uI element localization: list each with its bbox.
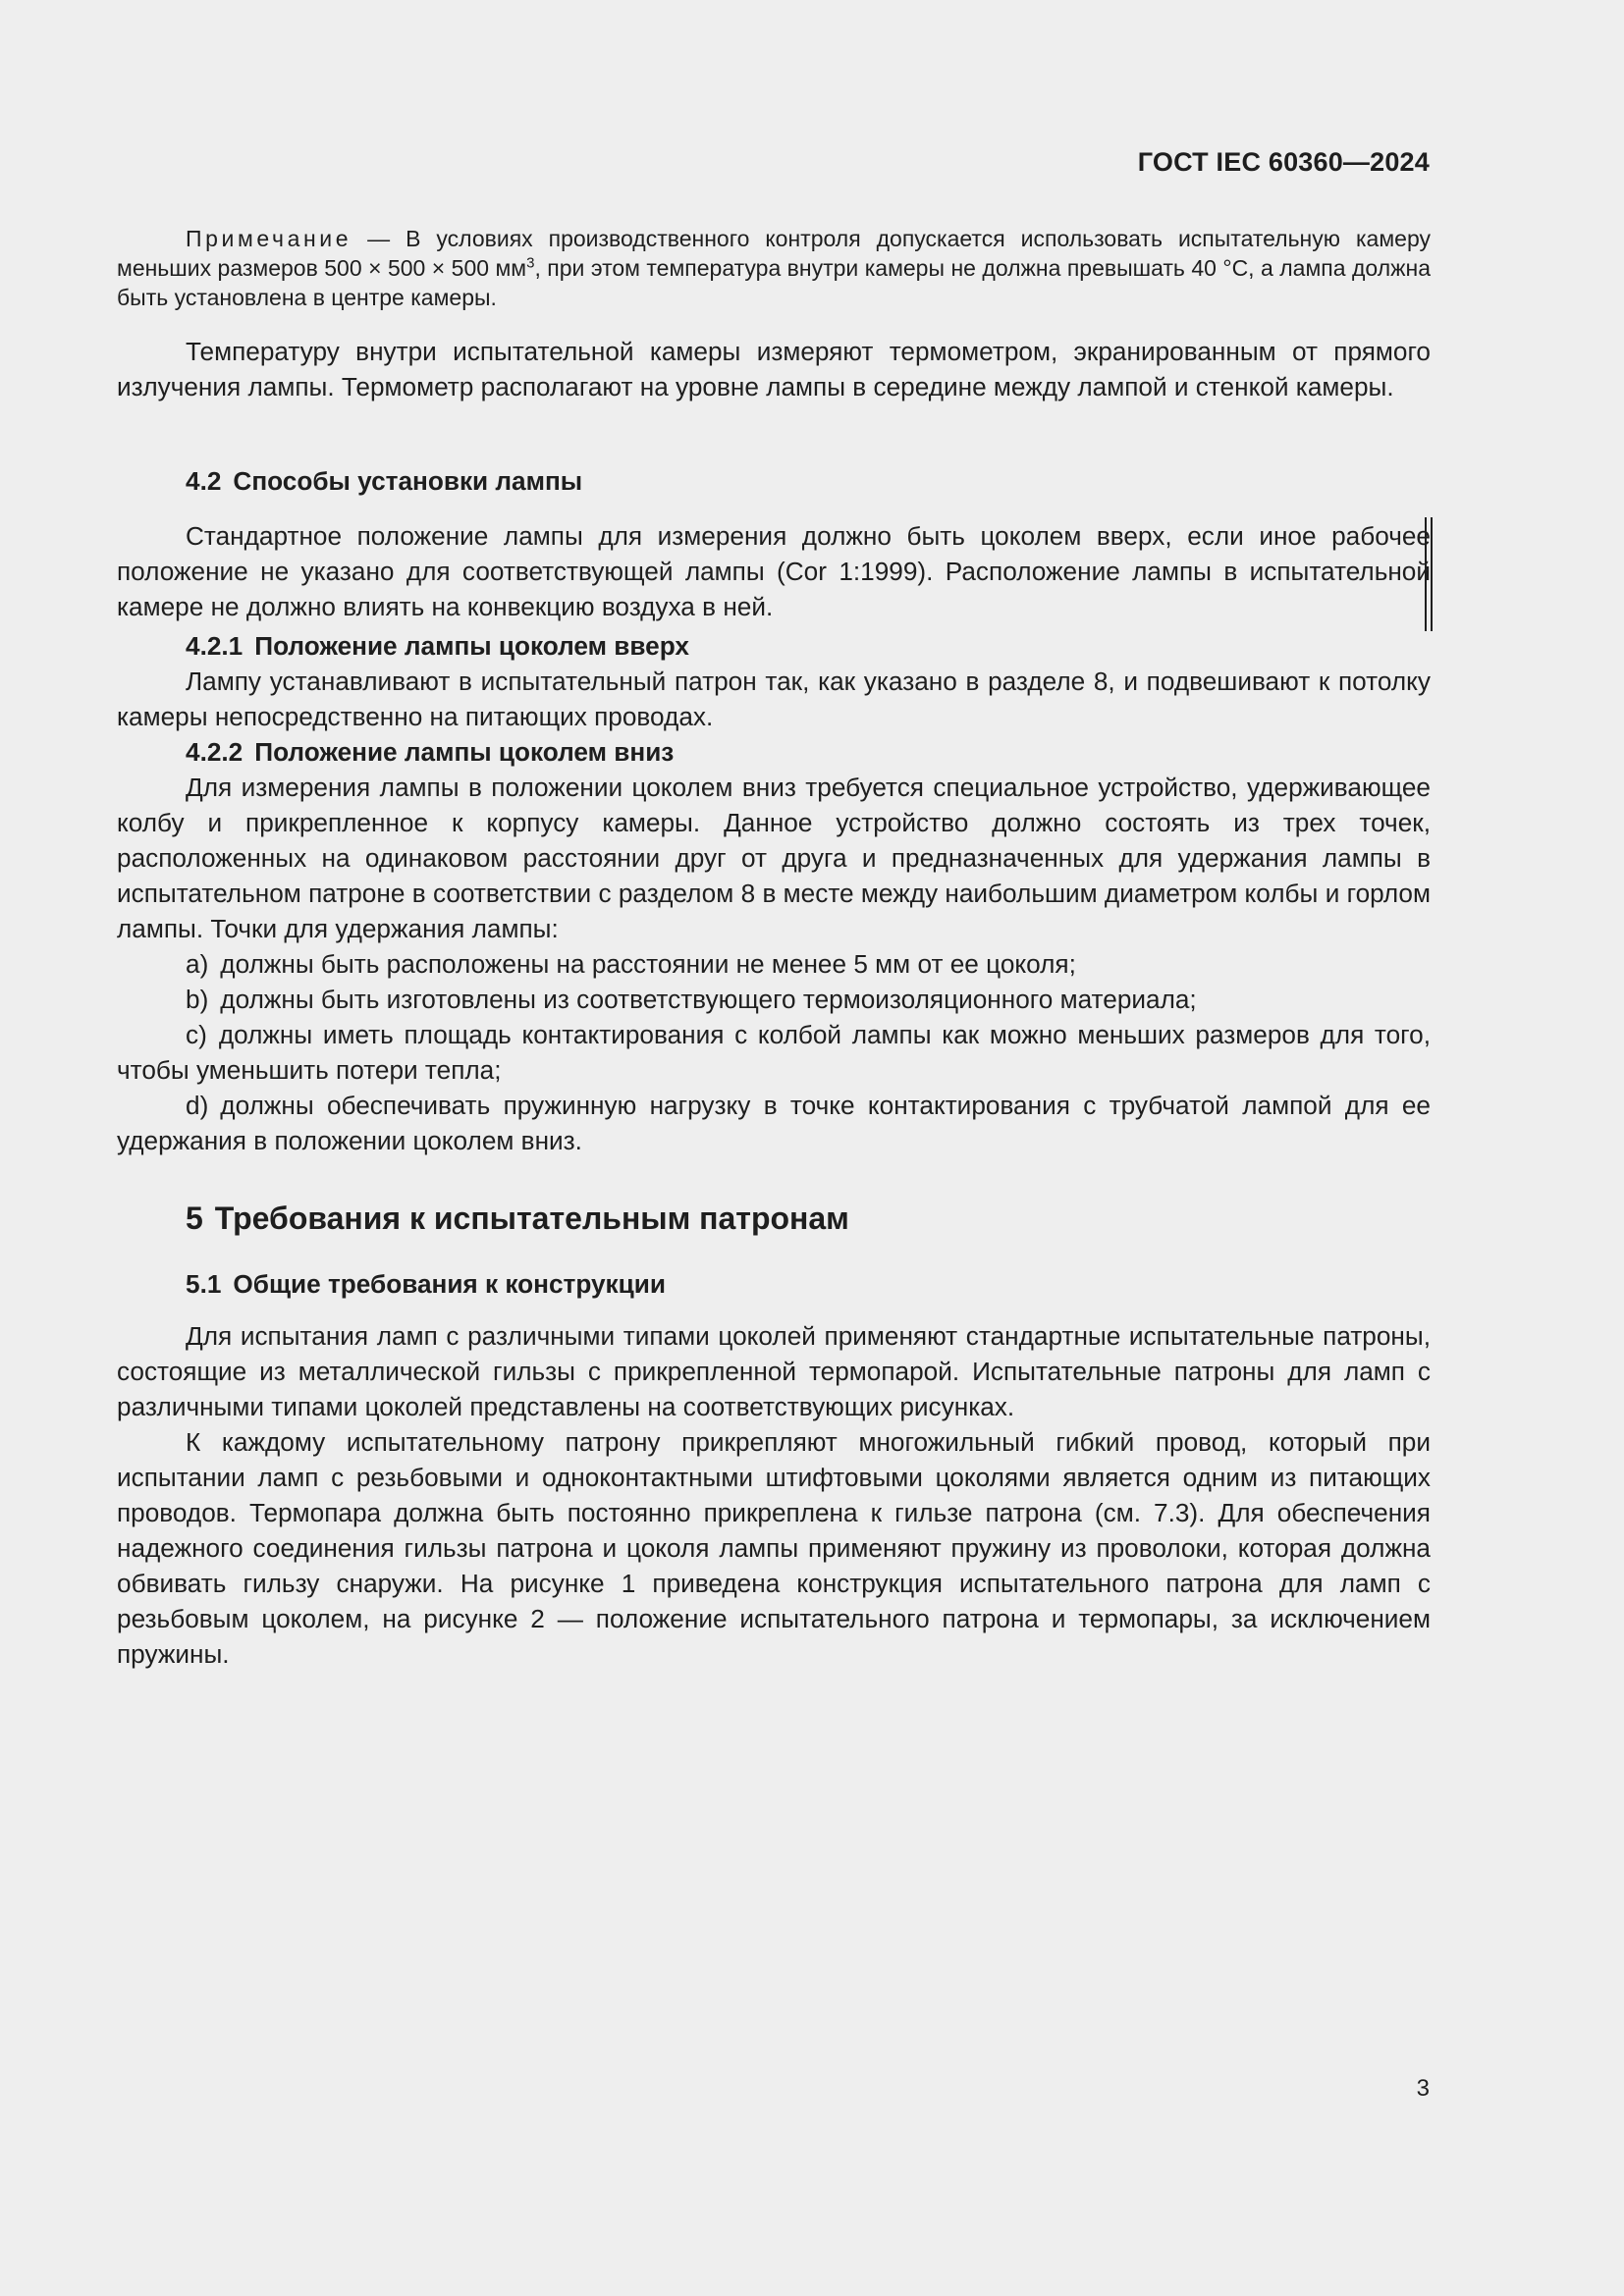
list-marker-a: a) — [186, 949, 209, 979]
section-4-2-1-number: 4.2.1 — [186, 631, 244, 661]
temperature-paragraph: Температуру внутри испытательной камеры измеряют термометром, экранированным от прямого излучения лампы. Термометр располагают на уровне лампы в середине между лампой и стенкой камеры. — [117, 337, 1431, 401]
section-4-2-1-title: Положение лампы цоколем вверх — [254, 631, 689, 661]
section-4-2-text: Стандартное положение лампы для измерения должно быть цоколем вверх, если иное рабочее положение не указано для соответствующей лампы (Cor 1:1999). Расположение лампы в испытательной камере не должно влиять на конвекцию воздуха в ней. — [117, 521, 1431, 621]
note-paragraph — [117, 224, 1431, 312]
section-5-1-paragraph-1: Для испытания ламп с различными типами цоколей применяют стандартные испытательные патроны, состоящие из металлической гильзы с прикрепленной термопарой. Испытательные патроны для ламп с различными типами цоколей представлены на соответствующих рисунках. — [117, 1321, 1431, 1421]
list-item-b — [117, 982, 1431, 1017]
section-5-1-heading — [117, 1266, 1431, 1302]
section-4-2-1-text: Лампу устанавливают в испытательный патрон так, как указано в разделе 8, и подвешивают к потолку камеры непосредственно на питающих проводах. — [117, 667, 1431, 731]
list-item-d — [117, 1088, 1431, 1158]
section-5-1-paragraph-2: К каждому испытательному патрону прикрепляют многожильный гибкий провод, который при испытании ламп с резьбовыми и одноконтактными штифтовыми цоколями является одним из питающих проводов. Термопара должна быть постоянно прикреплена к гильзе патрона (см. 7.3). Для обеспечения надежного соединения гильзы патрона и цоколя лампы применяют пружину из проволоки, которая должна обвивать гильзу снаружи. На рисунке 1 приведена конструкция испытательного патрона для ламп с резьбовым цоколем, на рисунке 2 — положение испытательного патрона и термопары, за исключением пружины. — [117, 1427, 1431, 1669]
section-4-2-1-block — [117, 628, 1431, 734]
section-5-1-heading-block — [117, 1266, 1431, 1302]
section-5-1-number: 5.1 — [186, 1269, 222, 1299]
list-item-c — [117, 1017, 1431, 1088]
list-marker-b: b) — [186, 985, 209, 1014]
note-label: Примечание — [186, 226, 352, 251]
section-4-2-number: 4.2 — [186, 466, 222, 496]
section-4-2-body — [117, 518, 1431, 624]
section-4-2-1-heading — [117, 628, 1431, 664]
list-text-d: должны обеспечивать пружинную нагрузку в точке контактирования с трубчатой лампой для ее удержания в положении цоколем вниз. — [117, 1091, 1431, 1155]
section-5-title: Требования к испытательным патронам — [214, 1201, 849, 1236]
section-4-2-title: Способы установки лампы — [233, 466, 583, 496]
list-text-b: должны быть изготовлены из соответствующего термоизоляционного материала; — [220, 985, 1197, 1014]
temperature-block — [117, 334, 1431, 404]
section-4-2-heading-block — [117, 463, 1431, 499]
section-5-heading — [117, 1199, 1431, 1238]
list-marker-d: d) — [186, 1091, 209, 1120]
section-4-2-2-block — [117, 734, 1431, 1158]
section-4-2-2-number: 4.2.2 — [186, 737, 244, 767]
document-code: ГОСТ IEC 60360—2024 — [1137, 147, 1430, 177]
list-marker-c: c) — [186, 1020, 207, 1049]
section-4-2-2-text: Для измерения лампы в положении цоколем вниз требуется специальное устройство, удерживающее колбу и прикрепленное к корпусу камеры. Данное устройство должно состоять из трех точек, расположенных на одинаковом расстоянии друг от друга и предназначенных для удержания лампы в испытательном патроне в соответствии с разделом 8 в месте между наибольшим диаметром колбы и горлом лампы. Точки для удержания лампы: — [117, 773, 1431, 943]
list-item-a — [117, 946, 1431, 982]
section-4-2-heading — [117, 463, 1431, 499]
change-bar — [1425, 517, 1433, 631]
note-text-start: — В условиях производственного контроля допускается использовать испытательную камеру меньших размеров 500 × 500 × 500 мм — [117, 226, 1431, 281]
section-5-1-body — [117, 1318, 1431, 1672]
section-5-block — [117, 1199, 1431, 1238]
section-5-number: 5 — [186, 1201, 203, 1236]
note-block — [117, 224, 1431, 312]
note-text-end: , при этом температура внутри камеры не должна превышать 40 °С, а лампа должна быть установлена в центре камеры. — [117, 255, 1431, 310]
note-superscript: 3 — [526, 254, 535, 272]
list-text-a: должны быть расположены на расстоянии не менее 5 мм от ее цоколя; — [220, 949, 1076, 979]
section-4-2-2-title: Положение лампы цоколем вниз — [254, 737, 675, 767]
section-5-1-title: Общие требования к конструкции — [233, 1269, 666, 1299]
section-4-2-2-heading — [117, 734, 1431, 770]
list-text-c: должны иметь площадь контактирования с колбой лампы как можно меньших размеров для того, чтобы уменьшить потери тепла; — [117, 1020, 1431, 1085]
page-number: 3 — [1416, 2075, 1430, 2102]
